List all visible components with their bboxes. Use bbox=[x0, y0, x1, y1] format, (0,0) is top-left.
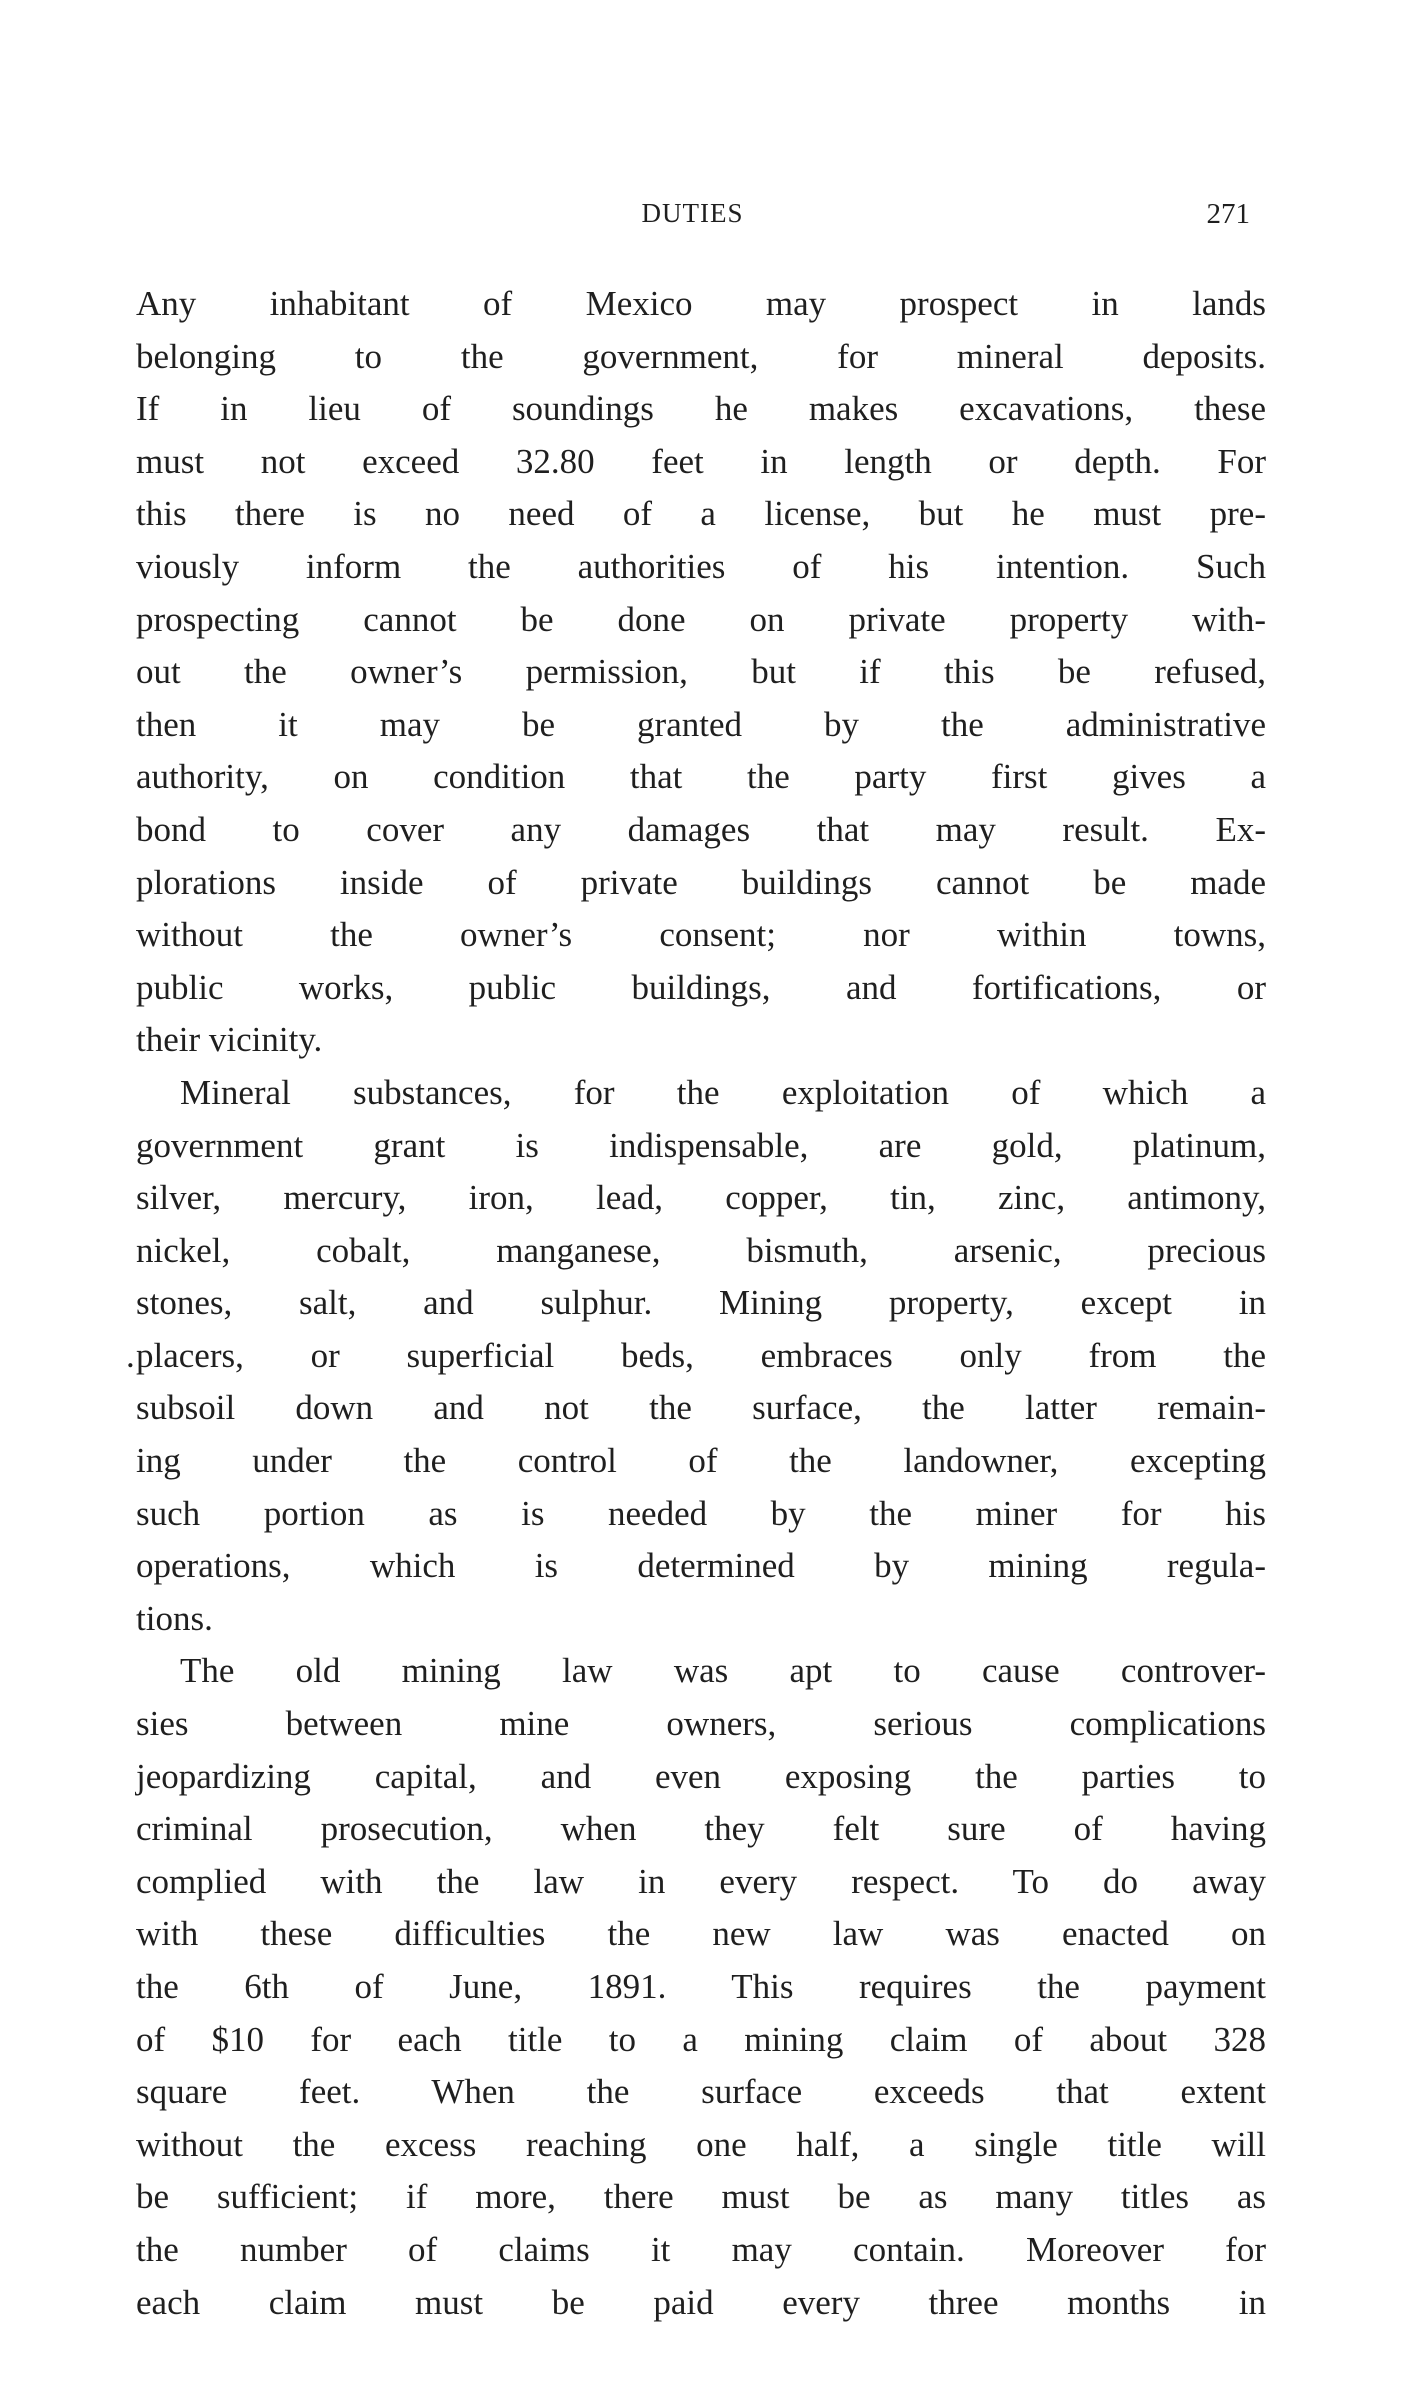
text-line: must not exceed 32.80 feet in length or depth. For bbox=[136, 441, 1266, 481]
text-line: jeopardizing capital, and even exposing the parties to bbox=[136, 1756, 1266, 1796]
text-line: operations, which is determined by mining regula- bbox=[136, 1546, 1266, 1586]
text-line: stones, salt, and sulphur. Mining property, except in bbox=[136, 1283, 1266, 1323]
text-line: of $10 for each title to a mining claim of about 328 bbox=[136, 2019, 1266, 2059]
text-line: criminal prosecution, when they felt sure of having bbox=[136, 1809, 1266, 1849]
margin-mark: . bbox=[126, 1335, 135, 1375]
text-line: sies between mine owners, serious complications bbox=[136, 1704, 1266, 1744]
text-line: each claim must be paid every three months in bbox=[136, 2282, 1266, 2322]
text-line: out the owner’s permission, but if this be refused, bbox=[136, 652, 1266, 692]
text-line: silver, mercury, iron, lead, copper, tin, zinc, antimony, bbox=[136, 1178, 1266, 1218]
text-line: with these difficulties the new law was enacted on bbox=[136, 1914, 1266, 1954]
running-title: DUTIES bbox=[641, 198, 744, 228]
text-line: viously inform the authorities of his intention. Such bbox=[136, 546, 1266, 586]
running-head bbox=[135, 198, 1250, 238]
text-line: If in lieu of soundings he makes excavations, these bbox=[136, 389, 1266, 429]
text-line: ing under the control of the landowner, excepting bbox=[136, 1441, 1266, 1481]
paragraph-start-line: Mineral substances, for the exploitation of which a bbox=[180, 1072, 1266, 1112]
text-line: authority, on condition that the party first gives a bbox=[136, 757, 1266, 797]
text-line: without the excess reaching one half, a single title will bbox=[136, 2124, 1266, 2164]
text-line: belonging to the government, for mineral deposits. bbox=[136, 336, 1266, 376]
body-text bbox=[126, 278, 1266, 2329]
text-line: prospecting cannot be done on private property with- bbox=[136, 599, 1266, 639]
page-number: 271 bbox=[1206, 198, 1250, 230]
text-line: complied with the law in every respect. To do away bbox=[136, 1861, 1266, 1901]
paragraph-start-line: The old mining law was apt to cause controver- bbox=[180, 1651, 1266, 1691]
text-line: nickel, cobalt, manganese, bismuth, arsenic, precious bbox=[136, 1230, 1266, 1270]
text-line: bond to cover any damages that may result. Ex- bbox=[136, 809, 1266, 849]
text-line: this there is no need of a license, but he must pre- bbox=[136, 494, 1266, 534]
text-line-with-margin-mark bbox=[126, 1330, 1266, 1383]
text-line: without the owner’s consent; nor within towns, bbox=[136, 915, 1266, 955]
text-line: Any inhabitant of Mexico may prospect in lands bbox=[136, 284, 1266, 323]
text-line: government grant is indispensable, are gold, platinum, bbox=[136, 1125, 1266, 1165]
text-line: subsoil down and not the surface, the latter remain- bbox=[136, 1388, 1266, 1428]
text-line: tions. bbox=[136, 1598, 213, 1638]
text-line: plorations inside of private buildings cannot be made bbox=[136, 862, 1266, 902]
text-line: then it may be granted by the administrative bbox=[136, 704, 1266, 744]
text-line: public works, public buildings, and fortifications, or bbox=[136, 967, 1266, 1007]
text-line: the number of claims it may contain. Moreover for bbox=[136, 2229, 1266, 2269]
text-line: square feet. When the surface exceeds that extent bbox=[136, 2072, 1266, 2112]
text-line-content: placers, or superficial beds, embraces only from the bbox=[136, 1335, 1266, 1375]
text-line: the 6th of June, 1891. This requires the payment bbox=[136, 1967, 1266, 2006]
text-line: be sufficient; if more, there must be as many titles as bbox=[136, 2177, 1266, 2217]
text-line: their vicinity. bbox=[136, 1020, 323, 1060]
text-line: such portion as is needed by the miner for his bbox=[136, 1493, 1266, 1533]
